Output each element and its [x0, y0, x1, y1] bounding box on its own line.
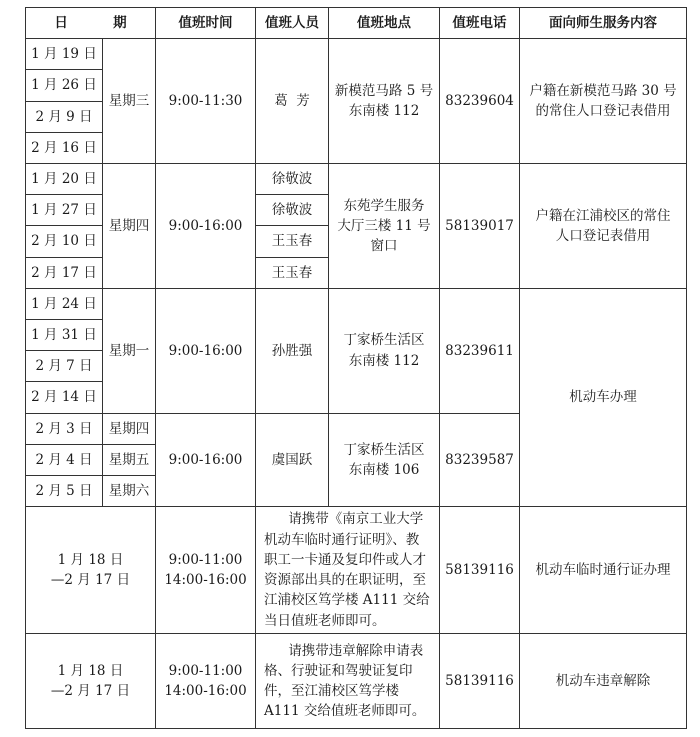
- table-row: [26, 164, 687, 195]
- weekday-cell: 星期四: [103, 413, 156, 444]
- header-service: 面向师生服务内容: [520, 8, 687, 39]
- date-cell: 2 月 7 日: [26, 351, 103, 382]
- date-cell: 2 月 17 日: [26, 257, 103, 288]
- staff-cell: 王玉春: [256, 226, 329, 257]
- service-cell: 机动车办理: [520, 288, 687, 506]
- location-cell: 丁家桥生活区 东南楼 112: [329, 288, 440, 413]
- weekday-cell: 星期四: [103, 164, 156, 289]
- table-row: [26, 288, 687, 319]
- time-cell: 9:00-16:00: [156, 164, 256, 289]
- weekday-cell: 星期五: [103, 444, 156, 475]
- time-cell: 9:00-11:30: [156, 39, 256, 164]
- time-cell: 9:00-11:00 14:00-16:00: [156, 507, 256, 634]
- date-cell: 1 月 26 日: [26, 70, 103, 101]
- phone-cell: 83239604: [440, 39, 520, 164]
- service-cell: 户籍在新模范马路 30 号 的常住人口登记表借用: [520, 39, 687, 164]
- header-phone: 值班电话: [440, 8, 520, 39]
- date-cell: 1 月 20 日: [26, 164, 103, 195]
- date-cell: 2 月 4 日: [26, 444, 103, 475]
- time-cell: 9:00-16:00: [156, 288, 256, 413]
- header-row: [26, 8, 687, 39]
- date-cell: 2 月 5 日: [26, 476, 103, 507]
- time-cell: 9:00-16:00: [156, 413, 256, 507]
- date-cell: 2 月 3 日: [26, 413, 103, 444]
- table-row: [26, 39, 687, 70]
- staff-cell: 徐敬波: [256, 195, 329, 226]
- service-cell: 机动车临时通行证办理: [520, 507, 687, 634]
- table-row: [26, 507, 687, 634]
- date-cell: 1 月 19 日: [26, 39, 103, 70]
- staff-cell: 徐敬波: [256, 164, 329, 195]
- phone-cell: 83239587: [440, 413, 520, 507]
- phone-cell: 58139116: [440, 634, 520, 729]
- staff-cell: 孙胜强: [256, 288, 329, 413]
- date-range-cell: 1 月 18 日 —2 月 17 日: [26, 634, 156, 729]
- time-cell: 9:00-11:00 14:00-16:00: [156, 634, 256, 729]
- phone-cell: 58139017: [440, 164, 520, 289]
- duty-schedule-table: [25, 7, 687, 729]
- staff-cell: 葛 芳: [256, 39, 329, 164]
- staff-cell: 虞国跃: [256, 413, 329, 507]
- header-date: 日 期: [26, 8, 156, 39]
- service-cell: 机动车违章解除: [520, 634, 687, 729]
- date-cell: 1 月 31 日: [26, 320, 103, 351]
- header-location: 值班地点: [329, 8, 440, 39]
- header-staff: 值班人员: [256, 8, 329, 39]
- weekday-cell: 星期六: [103, 476, 156, 507]
- date-cell: 2 月 10 日: [26, 226, 103, 257]
- instructions-cell: 请携带《南京工业大学机动车临时通行证明》、教职工一卡通及复印件或人才资源部出具的在职证明，至江浦校区笃学楼 A111 交给当日值班老师即可。: [256, 507, 440, 634]
- service-cell: 户籍在江浦校区的常住 人口登记表借用: [520, 164, 687, 289]
- location-cell: 丁家桥生活区 东南楼 106: [329, 413, 440, 507]
- phone-cell: 58139116: [440, 507, 520, 634]
- date-cell: 2 月 9 日: [26, 101, 103, 132]
- weekday-cell: 星期三: [103, 39, 156, 164]
- date-range-cell: 1 月 18 日 —2 月 17 日: [26, 507, 156, 634]
- phone-cell: 83239611: [440, 288, 520, 413]
- instructions-cell: 请携带违章解除申请表格、行驶证和驾驶证复印件，至江浦校区笃学楼 A111 交给值班老师即可。: [256, 634, 440, 729]
- date-cell: 1 月 27 日: [26, 195, 103, 226]
- date-cell: 1 月 24 日: [26, 288, 103, 319]
- date-cell: 2 月 14 日: [26, 382, 103, 413]
- date-cell: 2 月 16 日: [26, 132, 103, 163]
- location-cell: 新模范马路 5 号 东南楼 112: [329, 39, 440, 164]
- header-time: 值班时间: [156, 8, 256, 39]
- table-row: [26, 634, 687, 729]
- staff-cell: 王玉春: [256, 257, 329, 288]
- location-cell: 东苑学生服务 大厅三楼 11 号 窗口: [329, 164, 440, 289]
- weekday-cell: 星期一: [103, 288, 156, 413]
